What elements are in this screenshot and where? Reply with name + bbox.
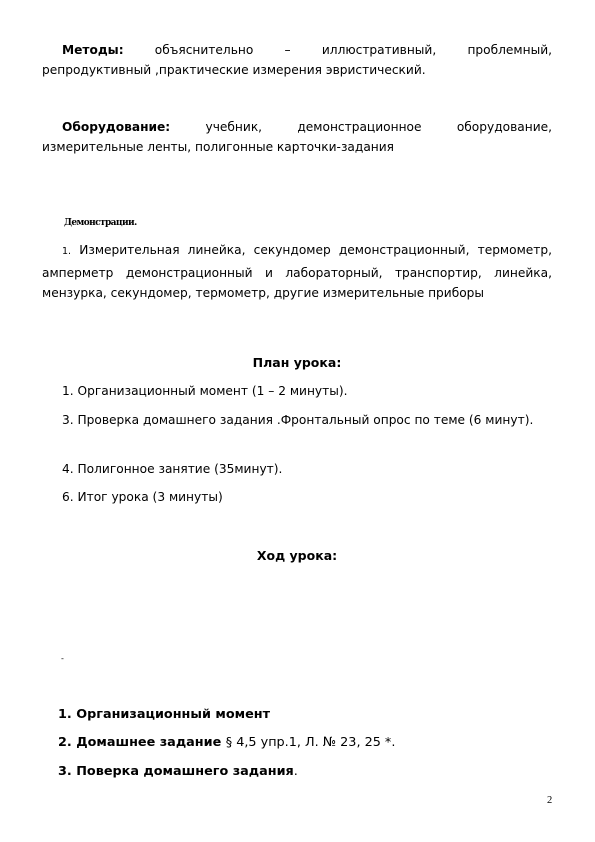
demonstrations-item-number: 1.: [62, 246, 72, 257]
stray-mark: -: [61, 654, 64, 663]
page-number: 2: [547, 795, 553, 806]
course-step-2: [58, 734, 552, 752]
demonstrations-heading: Демонстрации.: [64, 218, 137, 228]
course-step-1-bold: 1. Организационный момент: [58, 707, 271, 722]
methods-label: Методы:: [62, 43, 124, 57]
course-step-2-bold: 2. Домашнее задание: [58, 735, 226, 750]
plan-item-1: 1. Организационный момент (1 – 2 минуты).: [62, 384, 348, 398]
equipment-paragraph: [42, 117, 552, 157]
plan-item-3: 4. Полигонное занятие (35минут).: [62, 462, 283, 476]
equipment-label: Оборудование:: [62, 120, 171, 134]
course-title: Ход урока:: [256, 548, 338, 563]
methods-paragraph: [42, 40, 552, 80]
course-step-1: [58, 706, 552, 724]
course-step-3-rest: .: [293, 764, 298, 779]
plan-item-2: 3. Проверка домашнего задания .Фронтальный опрос по теме (6 минут).: [62, 413, 534, 427]
demonstrations-item: [42, 240, 552, 304]
plan-title: План урока:: [252, 355, 342, 370]
demonstrations-item-text: Измерительная линейка, секундомер демонстрационный, термометр, амперметр демонстрационный и лабораторный, транспортир, линейка, мензурка, секундомер, термометр, другие измерительные приборы: [42, 243, 552, 300]
plan-item-4: 6. Итог урока (3 минуты): [62, 490, 223, 504]
methods-text: объяснительно – иллюстративный, проблемный, репродуктивный ,практические измерения эвристический.: [42, 43, 552, 77]
course-step-3: [58, 763, 552, 781]
course-step-3-bold: 3. Поверка домашнего задания: [58, 764, 294, 779]
course-step-2-rest: § 4,5 упр.1, Л. № 23, 25 *.: [225, 735, 396, 750]
equipment-text: учебник, демонстрационное оборудование, измерительные ленты, полигонные карточки-задания: [42, 120, 552, 154]
